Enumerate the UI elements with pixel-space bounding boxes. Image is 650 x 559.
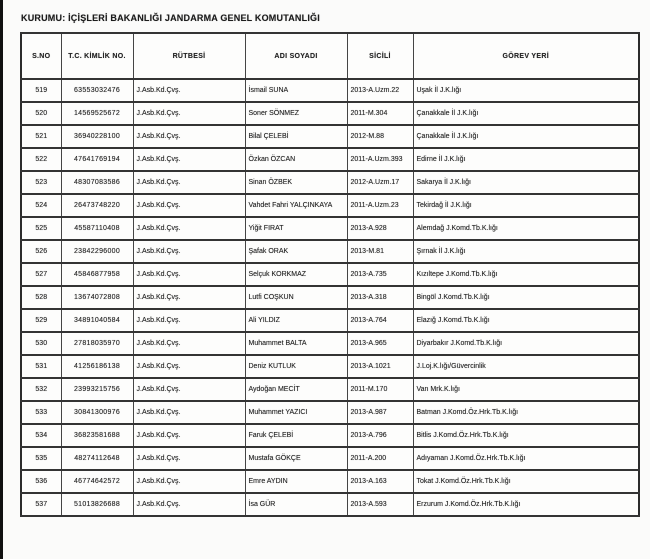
table-row <box>21 332 639 355</box>
column-header: RÜTBESİ <box>133 33 245 79</box>
cell-sicil: 2013-A.965 <box>347 332 413 355</box>
cell-gorev-yeri: Adıyaman J.Komd.Öz.Hrk.Tb.K.lığı <box>413 447 639 470</box>
cell-tc-kimlik-no: 45846877958 <box>61 263 133 286</box>
cell-sno: 527 <box>21 263 61 286</box>
column-header: T.C. KİMLİK NO. <box>61 33 133 79</box>
table-row <box>21 309 639 332</box>
cell-adi-soyadi: Vahdet Fahri YALÇINKAYA <box>245 194 347 217</box>
cell-adi-soyadi: Faruk ÇELEBİ <box>245 424 347 447</box>
cell-sno: 520 <box>21 102 61 125</box>
cell-rutbe: J.Asb.Kd.Çvş. <box>133 332 245 355</box>
cell-tc-kimlik-no: 41256186138 <box>61 355 133 378</box>
cell-tc-kimlik-no: 51013826688 <box>61 493 133 516</box>
cell-sno: 526 <box>21 240 61 263</box>
cell-adi-soyadi: Muhammet BALTA <box>245 332 347 355</box>
cell-gorev-yeri: Van Mrk.K.lığı <box>413 378 639 401</box>
cell-gorev-yeri: Bitlis J.Komd.Öz.Hrk.Tb.K.lığı <box>413 424 639 447</box>
table-row <box>21 217 639 240</box>
table-row <box>21 355 639 378</box>
cell-adi-soyadi: Deniz KUTLUK <box>245 355 347 378</box>
cell-rutbe: J.Asb.Kd.Çvş. <box>133 148 245 171</box>
cell-sno: 522 <box>21 148 61 171</box>
cell-rutbe: J.Asb.Kd.Çvş. <box>133 79 245 102</box>
cell-rutbe: J.Asb.Kd.Çvş. <box>133 194 245 217</box>
cell-sicil: 2012-M.88 <box>347 125 413 148</box>
table-row <box>21 263 639 286</box>
cell-gorev-yeri: Diyarbakır J.Komd.Tb.K.lığı <box>413 332 639 355</box>
cell-gorev-yeri: Batman J.Komd.Öz.Hrk.Tb.K.lığı <box>413 401 639 424</box>
cell-sicil: 2011-M.170 <box>347 378 413 401</box>
table-row <box>21 286 639 309</box>
table-body <box>21 79 639 516</box>
scan-edge-artifact <box>0 0 3 559</box>
cell-adi-soyadi: İsmail SUNA <box>245 79 347 102</box>
cell-gorev-yeri: Uşak İl J.K.lığı <box>413 79 639 102</box>
cell-tc-kimlik-no: 30841300976 <box>61 401 133 424</box>
cell-tc-kimlik-no: 48307083586 <box>61 171 133 194</box>
cell-sno: 532 <box>21 378 61 401</box>
cell-adi-soyadi: Soner SÖNMEZ <box>245 102 347 125</box>
cell-rutbe: J.Asb.Kd.Çvş. <box>133 378 245 401</box>
table-row <box>21 171 639 194</box>
cell-sicil: 2013-A.735 <box>347 263 413 286</box>
cell-sno: 524 <box>21 194 61 217</box>
cell-gorev-yeri: Tekirdağ İl J.K.lığı <box>413 194 639 217</box>
cell-rutbe: J.Asb.Kd.Çvş. <box>133 102 245 125</box>
cell-tc-kimlik-no: 23993215756 <box>61 378 133 401</box>
table-row <box>21 79 639 102</box>
cell-sicil: 2011-A.Uzm.23 <box>347 194 413 217</box>
cell-tc-kimlik-no: 13674072808 <box>61 286 133 309</box>
cell-gorev-yeri: Şırnak İl J.K.lığı <box>413 240 639 263</box>
cell-adi-soyadi: Aydoğan MECİT <box>245 378 347 401</box>
cell-adi-soyadi: Lutfi COŞKUN <box>245 286 347 309</box>
document-title: KURUMU: İÇİŞLERİ BAKANLIĞI JANDARMA GENEL KOMUTANLIĞI <box>21 13 320 23</box>
cell-rutbe: J.Asb.Kd.Çvş. <box>133 217 245 240</box>
cell-sicil: 2013-A.163 <box>347 470 413 493</box>
cell-adi-soyadi: Yiğit FIRAT <box>245 217 347 240</box>
cell-tc-kimlik-no: 36823581688 <box>61 424 133 447</box>
cell-gorev-yeri: Edirne İl J.K.lığı <box>413 148 639 171</box>
cell-sno: 530 <box>21 332 61 355</box>
cell-gorev-yeri: Kızıltepe J.Komd.Tb.K.lığı <box>413 263 639 286</box>
cell-sicil: 2012-A.Uzm.17 <box>347 171 413 194</box>
cell-sicil: 2013-A.593 <box>347 493 413 516</box>
cell-sno: 521 <box>21 125 61 148</box>
table-row <box>21 194 639 217</box>
cell-sno: 537 <box>21 493 61 516</box>
cell-tc-kimlik-no: 23842296000 <box>61 240 133 263</box>
table-row <box>21 401 639 424</box>
cell-sno: 525 <box>21 217 61 240</box>
cell-adi-soyadi: Şafak ORAK <box>245 240 347 263</box>
cell-sno: 529 <box>21 309 61 332</box>
cell-rutbe: J.Asb.Kd.Çvş. <box>133 470 245 493</box>
cell-adi-soyadi: Emre AYDIN <box>245 470 347 493</box>
cell-rutbe: J.Asb.Kd.Çvş. <box>133 171 245 194</box>
table-header-row <box>21 33 639 79</box>
column-header: ADI SOYADI <box>245 33 347 79</box>
cell-gorev-yeri: Bingöl J.Komd.Tb.K.lığı <box>413 286 639 309</box>
cell-sno: 534 <box>21 424 61 447</box>
cell-sicil: 2013-A.Uzm.22 <box>347 79 413 102</box>
cell-sno: 531 <box>21 355 61 378</box>
table-row <box>21 102 639 125</box>
table-row <box>21 148 639 171</box>
cell-tc-kimlik-no: 47641769194 <box>61 148 133 171</box>
cell-tc-kimlik-no: 45587110408 <box>61 217 133 240</box>
personnel-roster-table <box>20 32 640 517</box>
column-header: GÖREV YERİ <box>413 33 639 79</box>
cell-rutbe: J.Asb.Kd.Çvş. <box>133 424 245 447</box>
cell-rutbe: J.Asb.Kd.Çvş. <box>133 493 245 516</box>
cell-gorev-yeri: Sakarya İl J.K.lığı <box>413 171 639 194</box>
cell-adi-soyadi: İsa GÜR <box>245 493 347 516</box>
table-row <box>21 125 639 148</box>
cell-rutbe: J.Asb.Kd.Çvş. <box>133 355 245 378</box>
cell-gorev-yeri: J.Loj.K.lığı/Güvercinlik <box>413 355 639 378</box>
cell-sno: 523 <box>21 171 61 194</box>
column-header: SİCİLİ <box>347 33 413 79</box>
cell-gorev-yeri: Çanakkale İl J.K.lığı <box>413 102 639 125</box>
cell-sicil: 2013-A.928 <box>347 217 413 240</box>
cell-tc-kimlik-no: 27818035970 <box>61 332 133 355</box>
cell-rutbe: J.Asb.Kd.Çvş. <box>133 263 245 286</box>
cell-sicil: 2011-A.200 <box>347 447 413 470</box>
cell-sicil: 2011-A.Uzm.393 <box>347 148 413 171</box>
cell-sicil: 2013-A.987 <box>347 401 413 424</box>
cell-sno: 535 <box>21 447 61 470</box>
table-row <box>21 424 639 447</box>
cell-rutbe: J.Asb.Kd.Çvş. <box>133 447 245 470</box>
cell-gorev-yeri: Tokat J.Komd.Öz.Hrk.Tb.K.lığı <box>413 470 639 493</box>
cell-gorev-yeri: Çanakkale İl J.K.lığı <box>413 125 639 148</box>
cell-sno: 528 <box>21 286 61 309</box>
cell-sno: 536 <box>21 470 61 493</box>
cell-gorev-yeri: Alemdağ J.Komd.Tb.K.lığı <box>413 217 639 240</box>
cell-tc-kimlik-no: 46774642572 <box>61 470 133 493</box>
cell-gorev-yeri: Erzurum J.Komd.Öz.Hrk.Tb.K.lığı <box>413 493 639 516</box>
cell-sicil: 2013-A.1021 <box>347 355 413 378</box>
cell-adi-soyadi: Selçuk KORKMAZ <box>245 263 347 286</box>
cell-sicil: 2013-A.796 <box>347 424 413 447</box>
cell-sicil: 2013-A.318 <box>347 286 413 309</box>
table-row <box>21 470 639 493</box>
cell-sicil: 2013-A.764 <box>347 309 413 332</box>
cell-adi-soyadi: Bilal ÇELEBİ <box>245 125 347 148</box>
column-header: S.NO <box>21 33 61 79</box>
cell-rutbe: J.Asb.Kd.Çvş. <box>133 125 245 148</box>
cell-rutbe: J.Asb.Kd.Çvş. <box>133 309 245 332</box>
cell-tc-kimlik-no: 36940228100 <box>61 125 133 148</box>
cell-adi-soyadi: Sinan ÖZBEK <box>245 171 347 194</box>
cell-tc-kimlik-no: 34891040584 <box>61 309 133 332</box>
cell-tc-kimlik-no: 14569525672 <box>61 102 133 125</box>
cell-sicil: 2011-M.304 <box>347 102 413 125</box>
cell-sno: 533 <box>21 401 61 424</box>
table-row <box>21 447 639 470</box>
table-row <box>21 240 639 263</box>
cell-rutbe: J.Asb.Kd.Çvş. <box>133 240 245 263</box>
cell-rutbe: J.Asb.Kd.Çvş. <box>133 286 245 309</box>
cell-tc-kimlik-no: 26473748220 <box>61 194 133 217</box>
table-row <box>21 493 639 516</box>
cell-tc-kimlik-no: 48274112648 <box>61 447 133 470</box>
cell-adi-soyadi: Mustafa GÖKÇE <box>245 447 347 470</box>
cell-tc-kimlik-no: 63553032476 <box>61 79 133 102</box>
cell-gorev-yeri: Elazığ J.Komd.Tb.K.lığı <box>413 309 639 332</box>
table-row <box>21 378 639 401</box>
cell-adi-soyadi: Muhammet YAZICI <box>245 401 347 424</box>
cell-sicil: 2013-M.81 <box>347 240 413 263</box>
cell-rutbe: J.Asb.Kd.Çvş. <box>133 401 245 424</box>
cell-adi-soyadi: Ali YILDIZ <box>245 309 347 332</box>
cell-sno: 519 <box>21 79 61 102</box>
cell-adi-soyadi: Özkan ÖZCAN <box>245 148 347 171</box>
